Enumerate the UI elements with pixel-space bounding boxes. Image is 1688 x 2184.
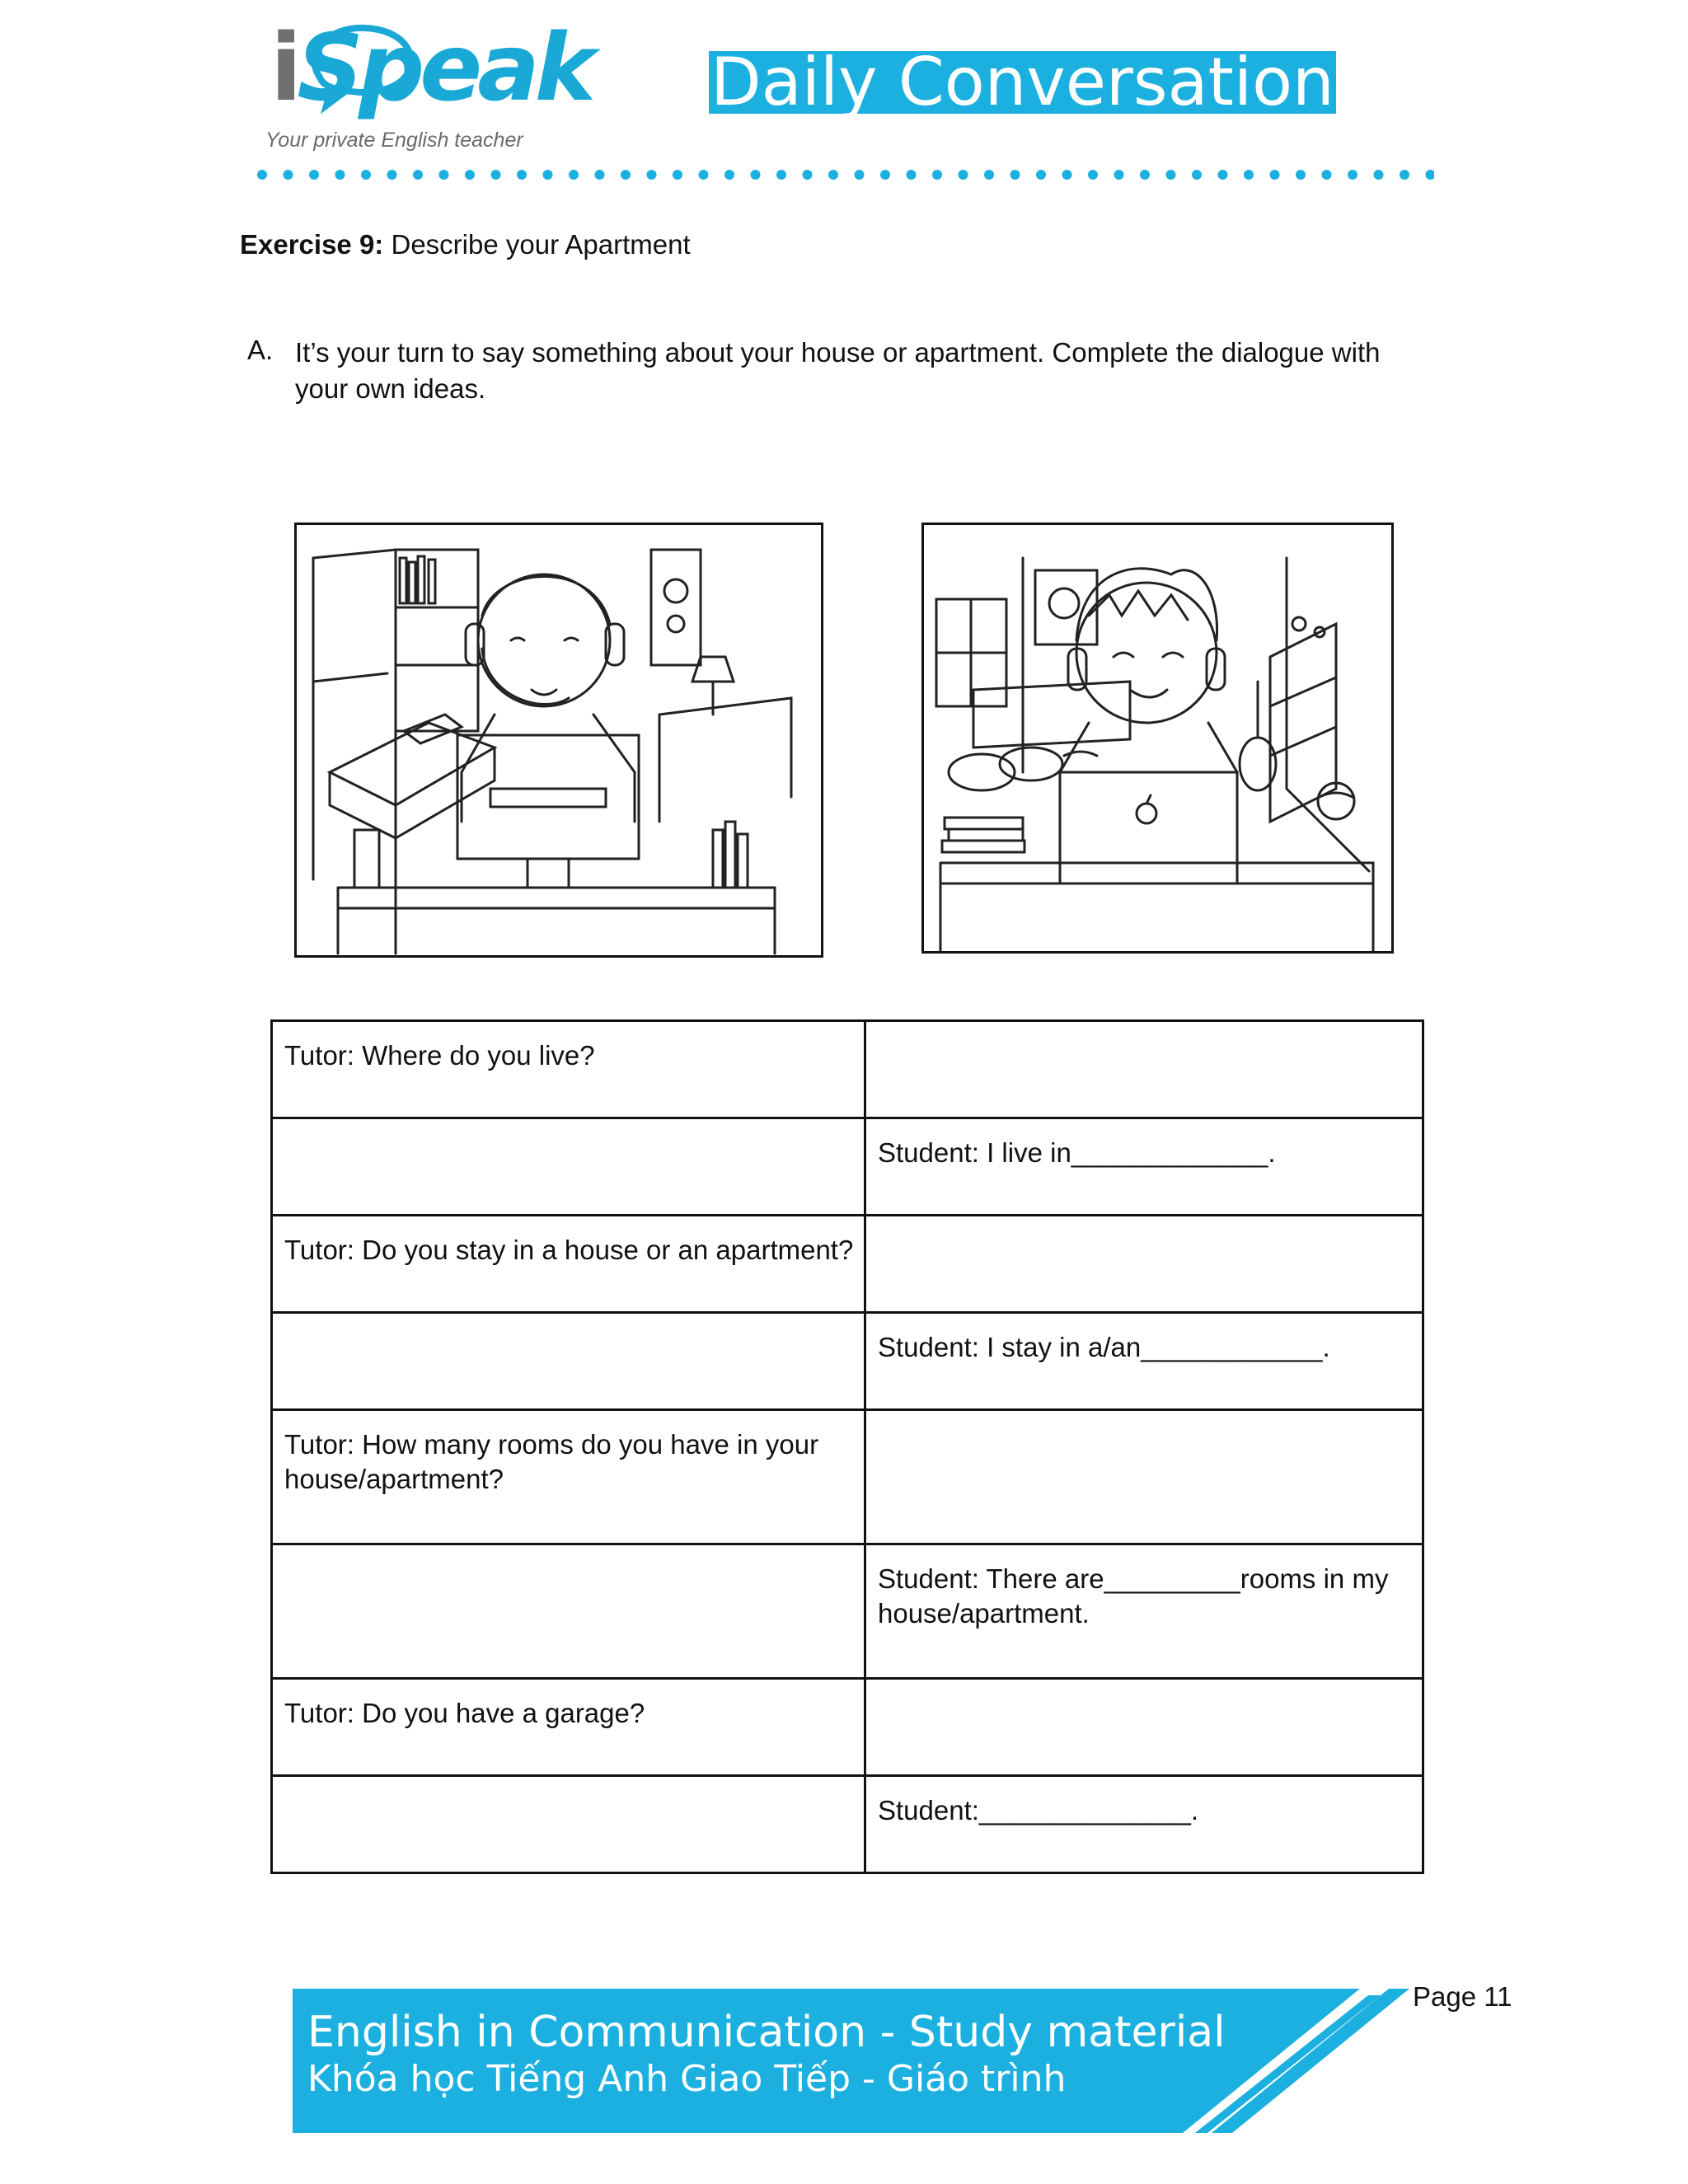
divider-dot [1088,170,1098,180]
divider-dot [1374,170,1384,180]
page-title: Daily Conversation [710,44,1334,120]
divider-dot [751,170,761,180]
divider-dot [1192,170,1202,180]
divider-dot [673,170,682,180]
divider-dot [1062,170,1072,180]
table-row [272,1118,1423,1216]
student-cell[interactable]: Student: I stay in a/an____________. [865,1313,1423,1410]
divider-dot [1166,170,1176,180]
exercise-label: Exercise 9: [240,229,384,260]
divider-dot [517,170,527,180]
divider-dot [803,170,813,180]
divider-dot [1114,170,1124,180]
table-row [272,1313,1423,1410]
table-row [272,1544,1423,1679]
divider-dot [1426,170,1435,180]
divider-dot [1010,170,1020,180]
divider-dot [465,170,475,180]
boy-at-laptop-illustration [921,523,1394,954]
divider-dot [1244,170,1254,180]
divider-dot [724,170,734,180]
tutor-cell: Tutor: Where do you live? [272,1021,865,1118]
footer-title-en: English in Communication - Study material [307,2008,1226,2057]
tutor-cell [272,1776,865,1873]
girl-at-computer-illustration [294,523,823,958]
table-row [272,1776,1423,1873]
divider-dot [647,170,657,180]
divider-dot [699,170,709,180]
divider-dot [932,170,942,180]
table-row [272,1021,1423,1118]
divider-dot [595,170,605,180]
student-cell[interactable] [865,1021,1423,1118]
instruction-letter: A. [247,335,274,365]
divider-dot [569,170,579,180]
divider-dot [543,170,553,180]
student-cell[interactable] [865,1679,1423,1776]
divider-dot [828,170,838,180]
tutor-cell [272,1118,865,1216]
tutor-cell: Tutor: Do you have a garage? [272,1679,865,1776]
divider-dot [1140,170,1150,180]
divider-dot [309,170,319,180]
student-cell[interactable]: Student: I live in_____________. [865,1118,1423,1216]
divider-dot [984,170,994,180]
divider-dot [959,170,968,180]
exercise-title: Describe your Apartment [391,229,691,260]
tutor-cell: Tutor: Do you stay in a house or an apartment? [272,1216,865,1313]
dialogue-table [270,1019,1424,1874]
table-row [272,1216,1423,1313]
table-row [272,1679,1423,1776]
divider-dot [1322,170,1332,180]
student-cell[interactable] [865,1216,1423,1313]
tutor-cell: Tutor: How many rooms do you have in your house/apartment? [272,1410,865,1544]
divider-dot [1036,170,1046,180]
divider-dot [907,170,917,180]
student-cell[interactable] [865,1410,1423,1544]
instruction-text: It’s your turn to say something about your house or apartment. Complete the dialogue with your own ideas. [295,337,1381,404]
table-row [272,1410,1423,1544]
logo-tagline: Your private English teacher [265,129,523,152]
divider-dot [1270,170,1280,180]
divider-dot [413,170,423,180]
divider-dot [1218,170,1228,180]
divider-dot [1296,170,1306,180]
student-cell[interactable]: Student: There are_________rooms in my house/apartment. [865,1544,1423,1679]
ispeak-logo [262,15,592,157]
divider-dot [880,170,890,180]
divider-dot [257,170,267,180]
footer-title-vi: Khóa học Tiếng Anh Giao Tiếp - Giáo trình [307,2058,1067,2100]
divider-dot [387,170,397,180]
divider-dot [621,170,631,180]
divider-dot [855,170,865,180]
divider-dot [284,170,293,180]
divider-dot [776,170,786,180]
divider-dot [439,170,449,180]
divider-dot [1400,170,1409,180]
divider-dot [491,170,501,180]
exercise-heading [240,229,691,260]
logo-wordmark: iSpeak [270,15,592,122]
tutor-cell [272,1313,865,1410]
tutor-cell [272,1544,865,1679]
divider-dot [361,170,371,180]
page-number: Page 11 [1413,1981,1512,2012]
dotted-divider [256,168,1434,181]
divider-dot [1348,170,1357,180]
divider-dot [335,170,345,180]
student-cell[interactable]: Student:______________. [865,1776,1423,1873]
